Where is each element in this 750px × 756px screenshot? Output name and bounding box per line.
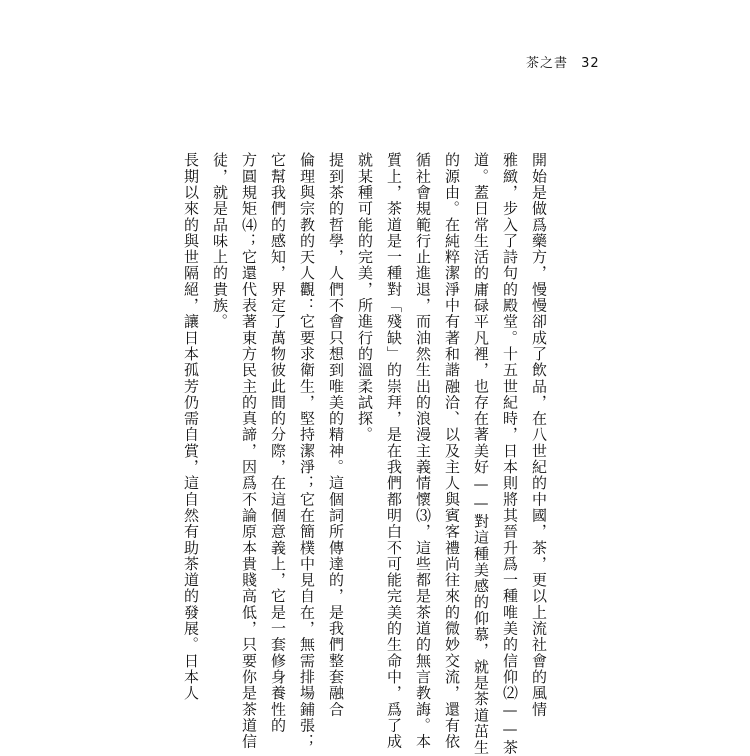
text-line: 就某種可能的完美，所進行的溫柔試探。 — [356, 152, 374, 443]
text-line: 它幫我們的感知，界定了萬物彼此間的分際，在這個意義上，它是一套修身養性的 — [269, 152, 287, 734]
text-line: 開始是做爲藥方，慢慢卻成了飲品，在八世紀的中國，茶，更以上流社會的風情 — [530, 152, 548, 718]
text-line: 徒，就是品味上的貴族。 — [211, 152, 229, 330]
book-title: 茶之書 — [526, 56, 569, 71]
text-line: 質上，茶道是一種對「殘缺」的崇拜，是在我們都明白不可能完美的生命中，爲了成 — [385, 152, 403, 750]
page-header — [526, 52, 600, 71]
text-line: 道。蓋日常生活的庸碌平凡裡，也存在著美好——對這種美感的仰慕，就是茶道茁生 — [472, 152, 490, 756]
text-line: 雅緻，步入了詩句的殿堂。十五世紀時，日本則將其晉升爲一種唯美的信仰⑵——茶 — [501, 152, 519, 756]
text-line: 提到茶的哲學，人們不會只想到唯美的精神。這個詞所傳達的，是我們整套融合 — [327, 152, 345, 718]
page-number: 32 — [581, 56, 600, 71]
text-line: 的源由。在純粹潔淨中有著和諧融洽、以及主人與賓客禮尚往來的微妙交流，還有依 — [443, 152, 461, 750]
text-line: 長期以來的與世隔絕，讓日本孤芳仍需自賞，這自然有助茶道的發展。日本人 — [182, 152, 200, 702]
text-line: 方圓規矩⑷；它還代表著東方民主的真諦，因爲不論原本貴賤高低，只要你是茶道信 — [240, 152, 258, 750]
text-line: 循社會規範行止進退，而油然生出的浪漫主義情懷⑶，這些都是茶道的無言教誨。本 — [414, 152, 432, 750]
text-line: 倫理與宗教的天人觀：它要求衛生，堅持潔淨；它在簡樸中見自在，無需排場鋪張； — [298, 152, 316, 750]
